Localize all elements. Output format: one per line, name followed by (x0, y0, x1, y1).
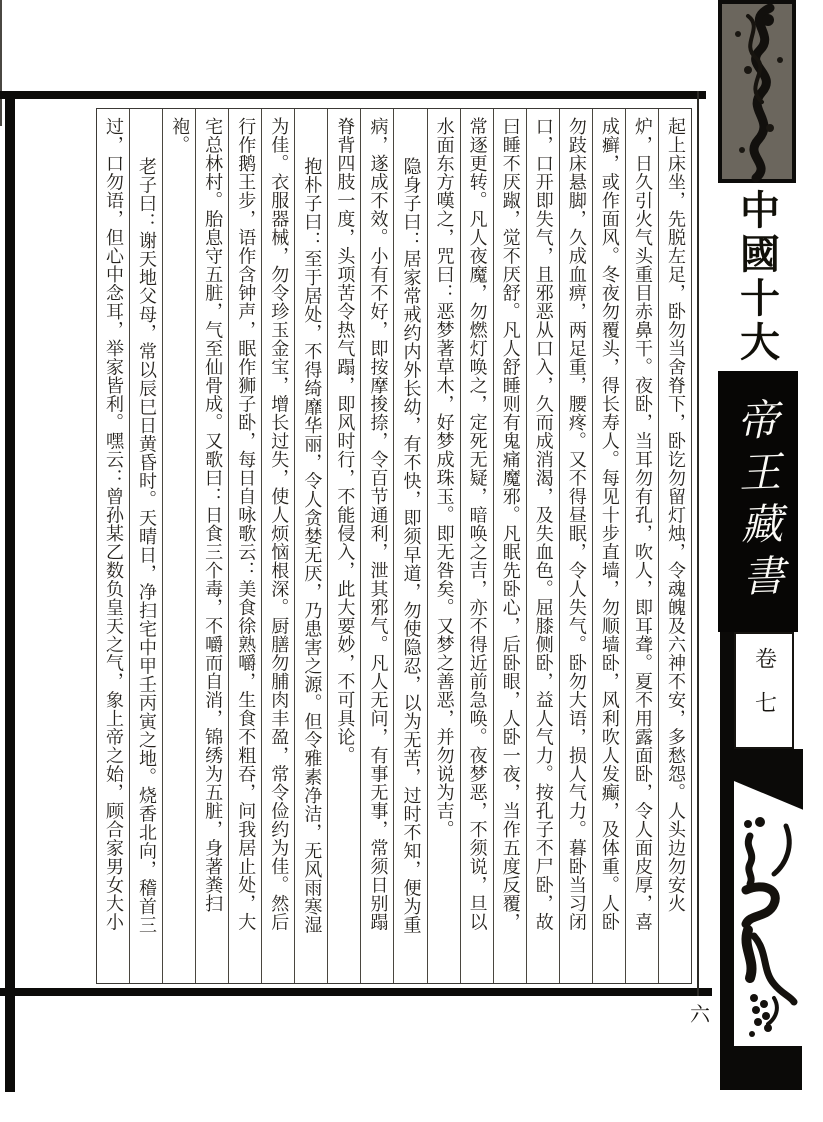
series-title-block (718, 183, 796, 371)
text-column: 口，口开即失气，且邪恶从口入，久而成消渴，及失血色。屈膝侧卧，益人气力。按孔子不尸卧，故 (526, 109, 559, 983)
volume-label-box (720, 632, 794, 749)
text-column: 过，口勿语，但心中念耳，举家皆利。嘿云：曾孙某乙数负皇天之气，象上帝之始，顾合家男女大小 (102, 117, 124, 931)
text-column: 抱朴子曰：至于居处，不得绮靡华丽，令人贪婪无厌，乃患害之源。但令雅素净洁，无风雨寒湿 (294, 109, 327, 983)
text-column: 脊背四肢一度，头项苦令热气蹋，即风时行，不能侵入，此大要妙，不可具论。 (327, 109, 360, 983)
text-column: 宅总林村。胎息守五脏，气至仙骨成。又歌曰：日食三个毒，不嚼而自消，锦绣为五脏，身著粪扫 (195, 109, 228, 983)
text-column: 成癣，或作面风。冬夜勿覆头，得长寿人。每见十步直墙，勿顺墙卧，风利吹人发癫，及体重。人卧 (592, 109, 625, 983)
dragon-bottom-ornament-icon (734, 812, 800, 1046)
text-columns (96, 108, 692, 984)
volume-label-text: 卷七 (751, 646, 777, 735)
volume-box-inner (734, 632, 794, 749)
page-number: 六 (690, 1002, 710, 1026)
bracket-bottom-strip (720, 1046, 802, 1090)
text-column: 水面东方嘆之，咒曰：恶梦著草木，好梦成珠玉。即无咎矣。又梦之善恶，并勿说为吉。 (427, 109, 460, 983)
bottom-border-bar (0, 988, 712, 996)
text-column: 袍。 (162, 109, 195, 983)
collection-title-block (718, 371, 798, 632)
sidebar-separator-rule (697, 91, 699, 996)
text-column: 炉，日久引火气头重目赤鼻干。夜卧，当耳勿有孔，吹人，即耳聋。夏不用露面卧，令人面皮厚，喜 (625, 109, 658, 983)
text-column: 起上床坐，先脱左足，卧勿当舍脊下，卧讫勿留灯烛，令魂魄及六神不安，多愁怨。人头边勿安火 (658, 109, 691, 983)
banner-ornament (734, 749, 803, 813)
left-page-edge-line (0, 0, 2, 126)
top-border-bar (0, 91, 706, 99)
series-title-text: 中國十大 (733, 189, 781, 365)
text-column: 病，遂成不效。小有不好，即按摩捘捺，令百节通利，泄其邪气。凡人无问，有事无事，常须日别蹋 (360, 109, 393, 983)
text-column: 勿跂床悬脚，久成血痹，两足重，腰疼。又不得昼眠，令人失气。卧勿大语，损人气力。暮卧当习闭 (559, 109, 592, 983)
text-column: 常逐更转。凡人夜魔，勿燃灯唤之，定死无疑，暗唤之吉，亦不得近前急唤。夜梦恶，不须说，旦以 (460, 109, 493, 983)
volume-box-left-strip (720, 632, 734, 749)
text-column: 为佳。衣服器械，勿令珍玉金宝，增长过失，使人烦恼根深。厨膳勿脯肉丰盈，常令俭约为佳。然后 (261, 109, 294, 983)
text-column: 曰睡不厌踧，觉不厌舒。凡人舒睡则有鬼痛魔邪。凡眠先卧心，后卧眼，人卧一夜，当作五度反覆， (493, 109, 526, 983)
text-column: 老子曰：谢天地父母，常以辰巳日黄昏时。天晴日，净扫宅中甲壬丙寅之地。烧香北向，稽首三 (129, 109, 162, 983)
bracket-left-strip (720, 749, 734, 1090)
dragon-top-ornament-icon (718, 0, 796, 183)
text-column: 隐身子曰：居家常戒约内外长幼，有不快，即须早道，勿使隐忍，以为无苦，过时不知，便为重 (393, 109, 426, 983)
left-border-bar (5, 91, 15, 1092)
text-column: 行作鹅王步，语作含钟声，眠作狮子卧，每日自咏歌云：美食徐熟嚼，生食不粗吞，问我居止处，大 (228, 109, 261, 983)
collection-title-text: 帝王藏書 (730, 396, 787, 607)
